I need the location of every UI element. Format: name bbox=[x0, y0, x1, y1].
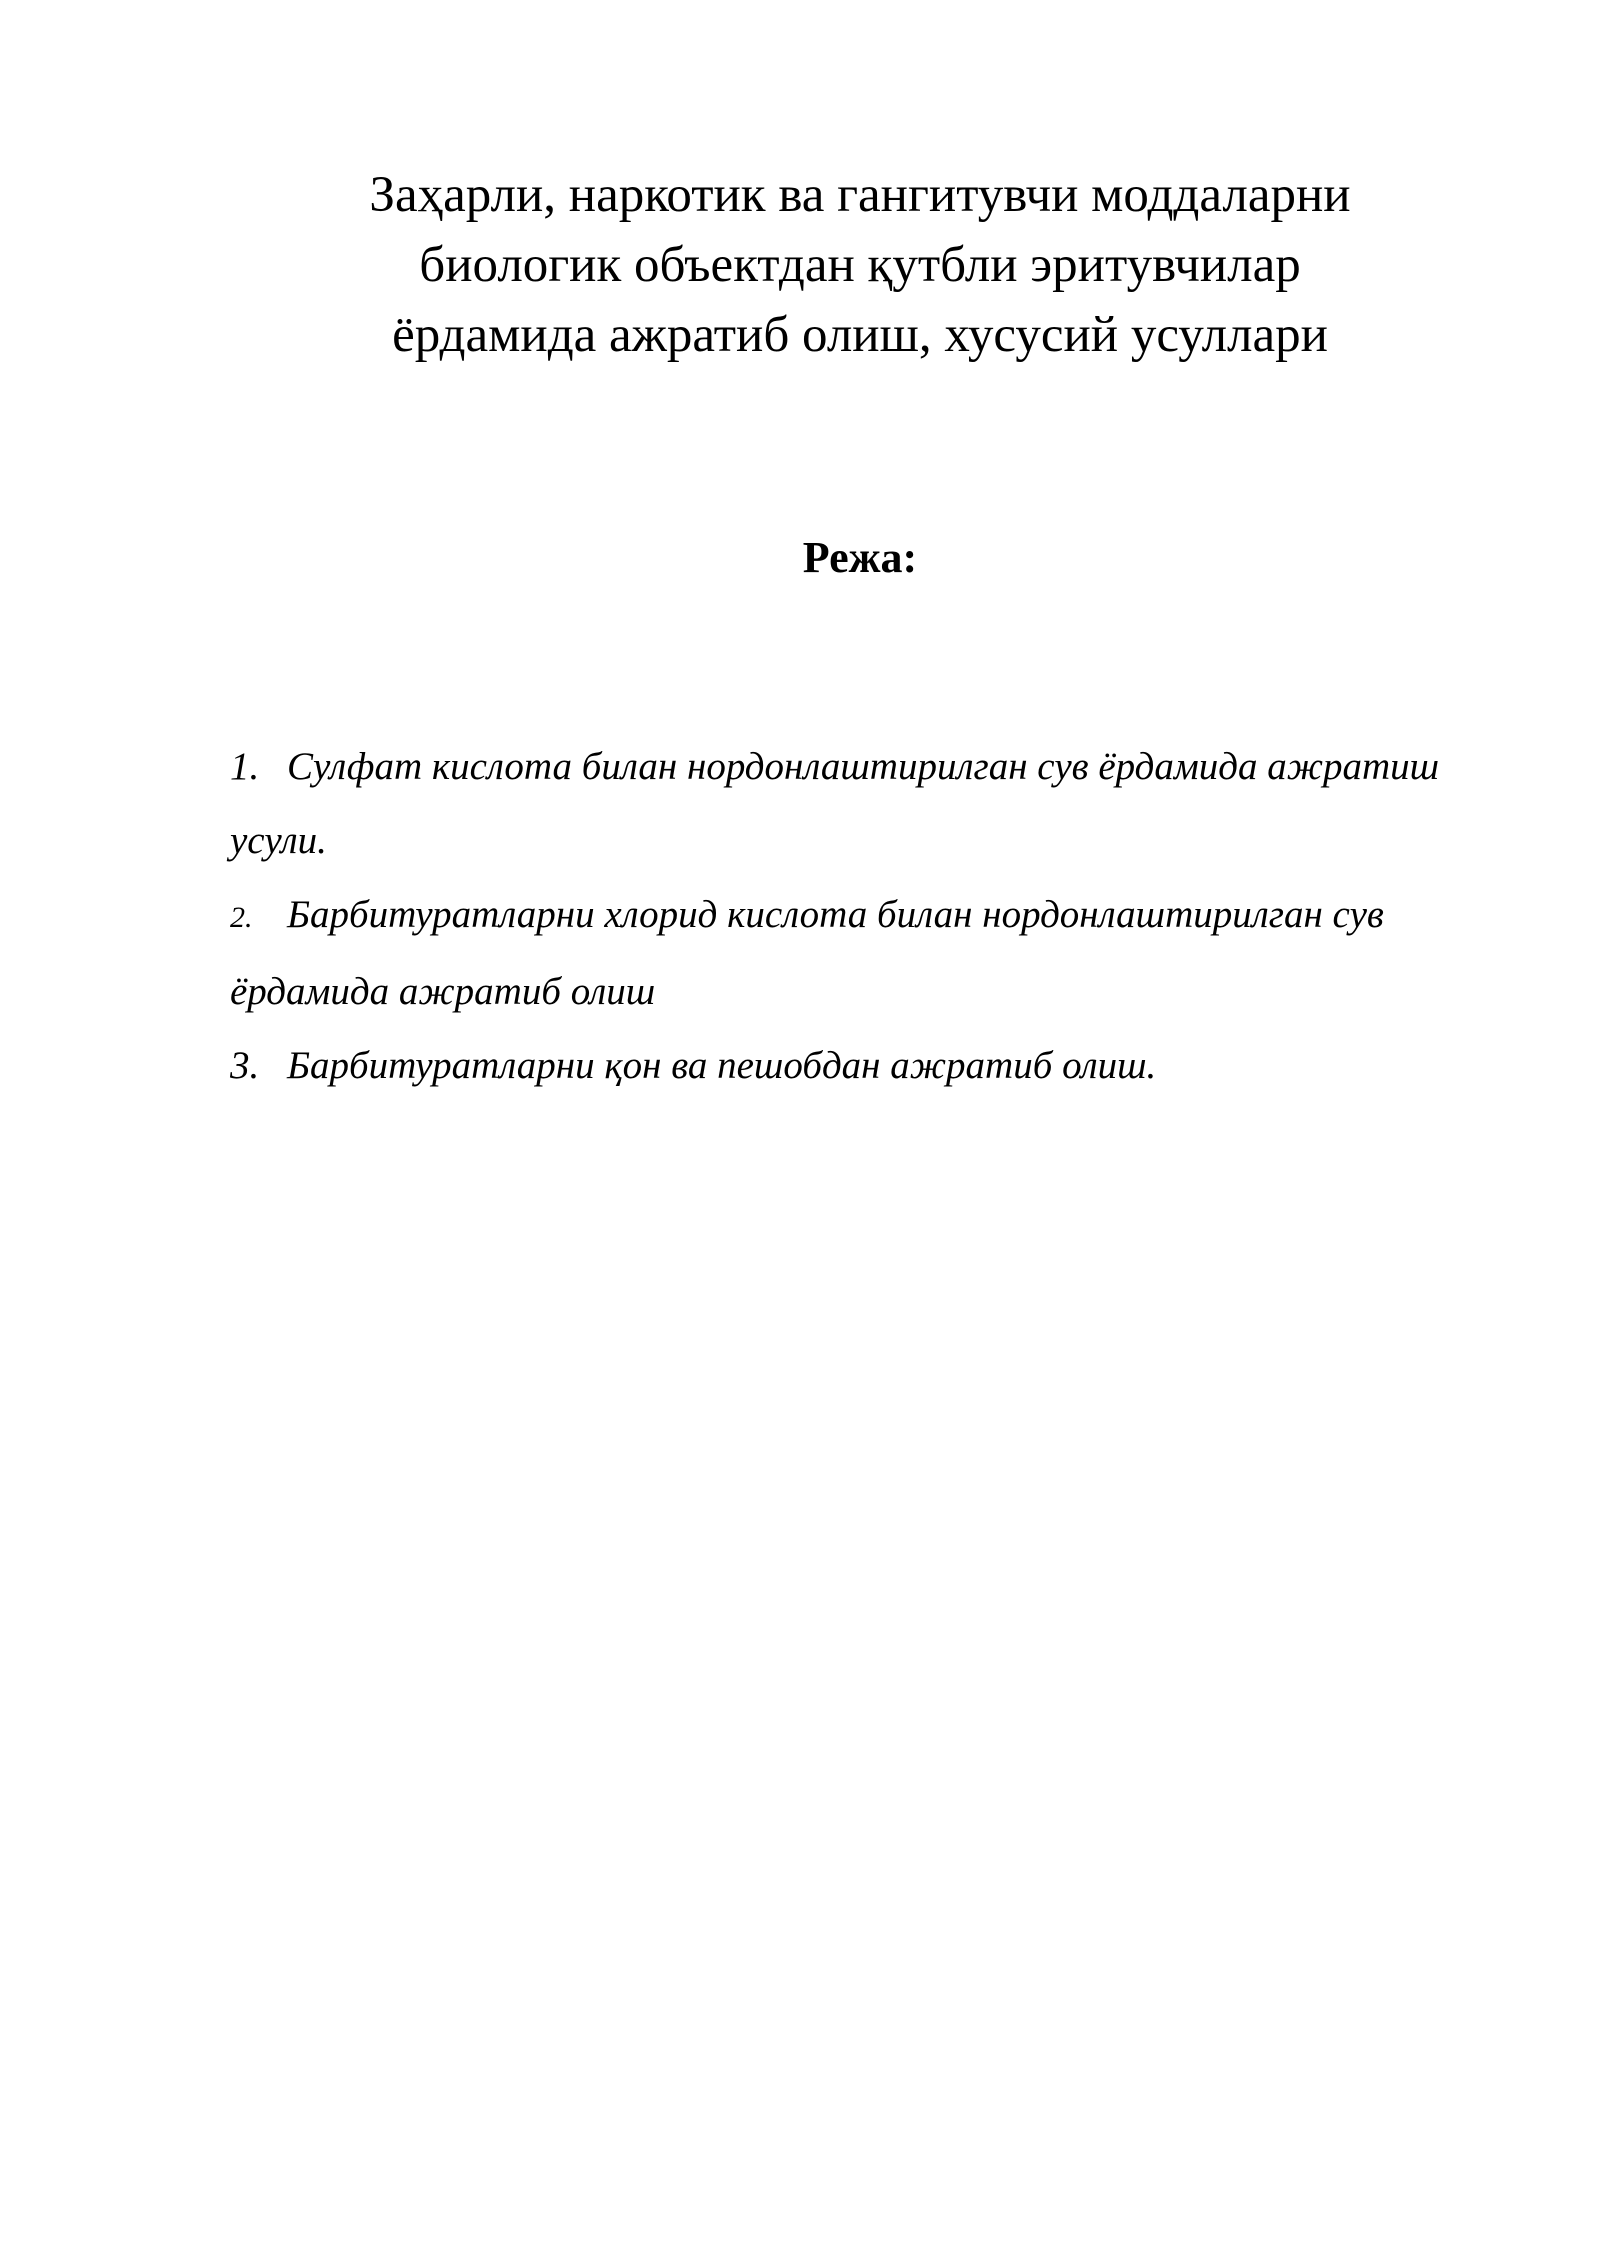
plan-heading: Режа: bbox=[802, 533, 918, 582]
title-line-2: биологик объектдан қутбли эритувчилар bbox=[419, 237, 1301, 293]
plan-item-text: Барбитуратларни қон ва пешобдан ажратиб олиш. bbox=[287, 1044, 1157, 1087]
plan-item-text: Барбитуратларни хлорид кислота билан нордонлаштирилган сув ёрдамида ажратиб олиш bbox=[230, 893, 1384, 1013]
title-line-1: Заҳарли, наркотик ва гангитувчи моддаларни bbox=[369, 167, 1351, 223]
plan-item-3 bbox=[230, 1029, 1490, 1103]
plan-item-1 bbox=[230, 730, 1490, 878]
title-line-3: ёрдамида ажратиб олиш, хусусий усуллари bbox=[392, 307, 1328, 363]
plan-item-number: 2. bbox=[230, 901, 253, 934]
plan-item-2 bbox=[230, 878, 1490, 1029]
document-title bbox=[250, 160, 1470, 370]
plan-item-number: 1. bbox=[230, 745, 260, 788]
plan-item-text: Сулфат кислота билан нордонлаштирилган сув ёрдамида ажратиш усули. bbox=[230, 745, 1440, 862]
plan-item-number: 3. bbox=[230, 1044, 260, 1087]
plan-list bbox=[230, 730, 1490, 1103]
